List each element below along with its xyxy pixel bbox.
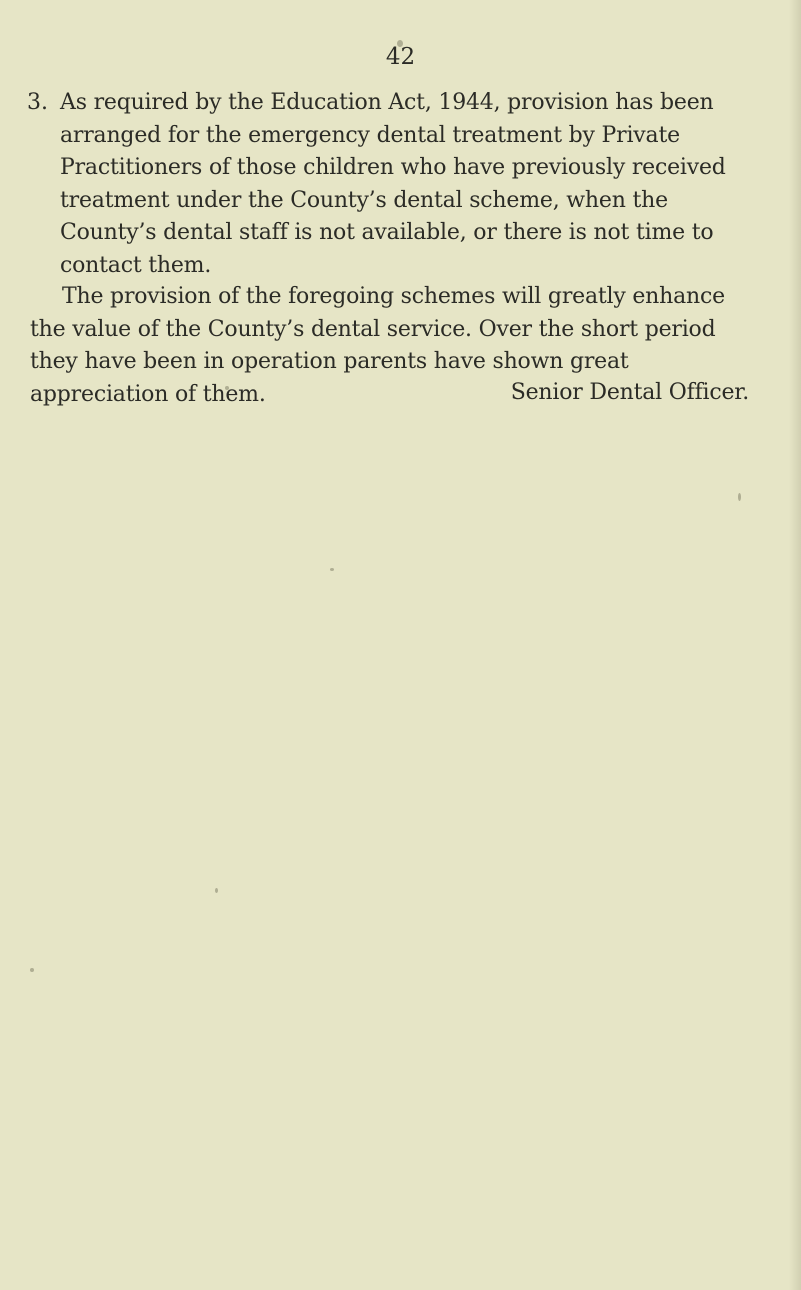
paper-speck: [738, 493, 741, 501]
page-edge-shadow: [789, 0, 801, 1290]
paragraph-appreciation-text: The provision of the foregoing schemes will greatly enhance the value of the County’s dental service. Over the short period they have been in operation parents have shown great appreciation of them.: [30, 284, 725, 407]
signature-title: Senior Dental Officer.: [510, 380, 749, 405]
paper-speck: [330, 568, 334, 571]
paper-speck: [225, 386, 229, 390]
paper-speck: [397, 40, 403, 47]
paper-speck: [478, 291, 483, 296]
paragraph-provision: As required by the Education Act, 1944, provision has been arranged for the emergency dental treatment by Private Practitioners of those children who have previously received treatment under the County’s dental scheme, when the County’s dental staff is not available, or there is not time to contact them.: [60, 90, 726, 278]
paragraph-number: 3.: [27, 90, 48, 115]
page-number: 42: [385, 44, 416, 70]
paper-speck: [30, 968, 34, 972]
paper-speck: [215, 888, 218, 893]
